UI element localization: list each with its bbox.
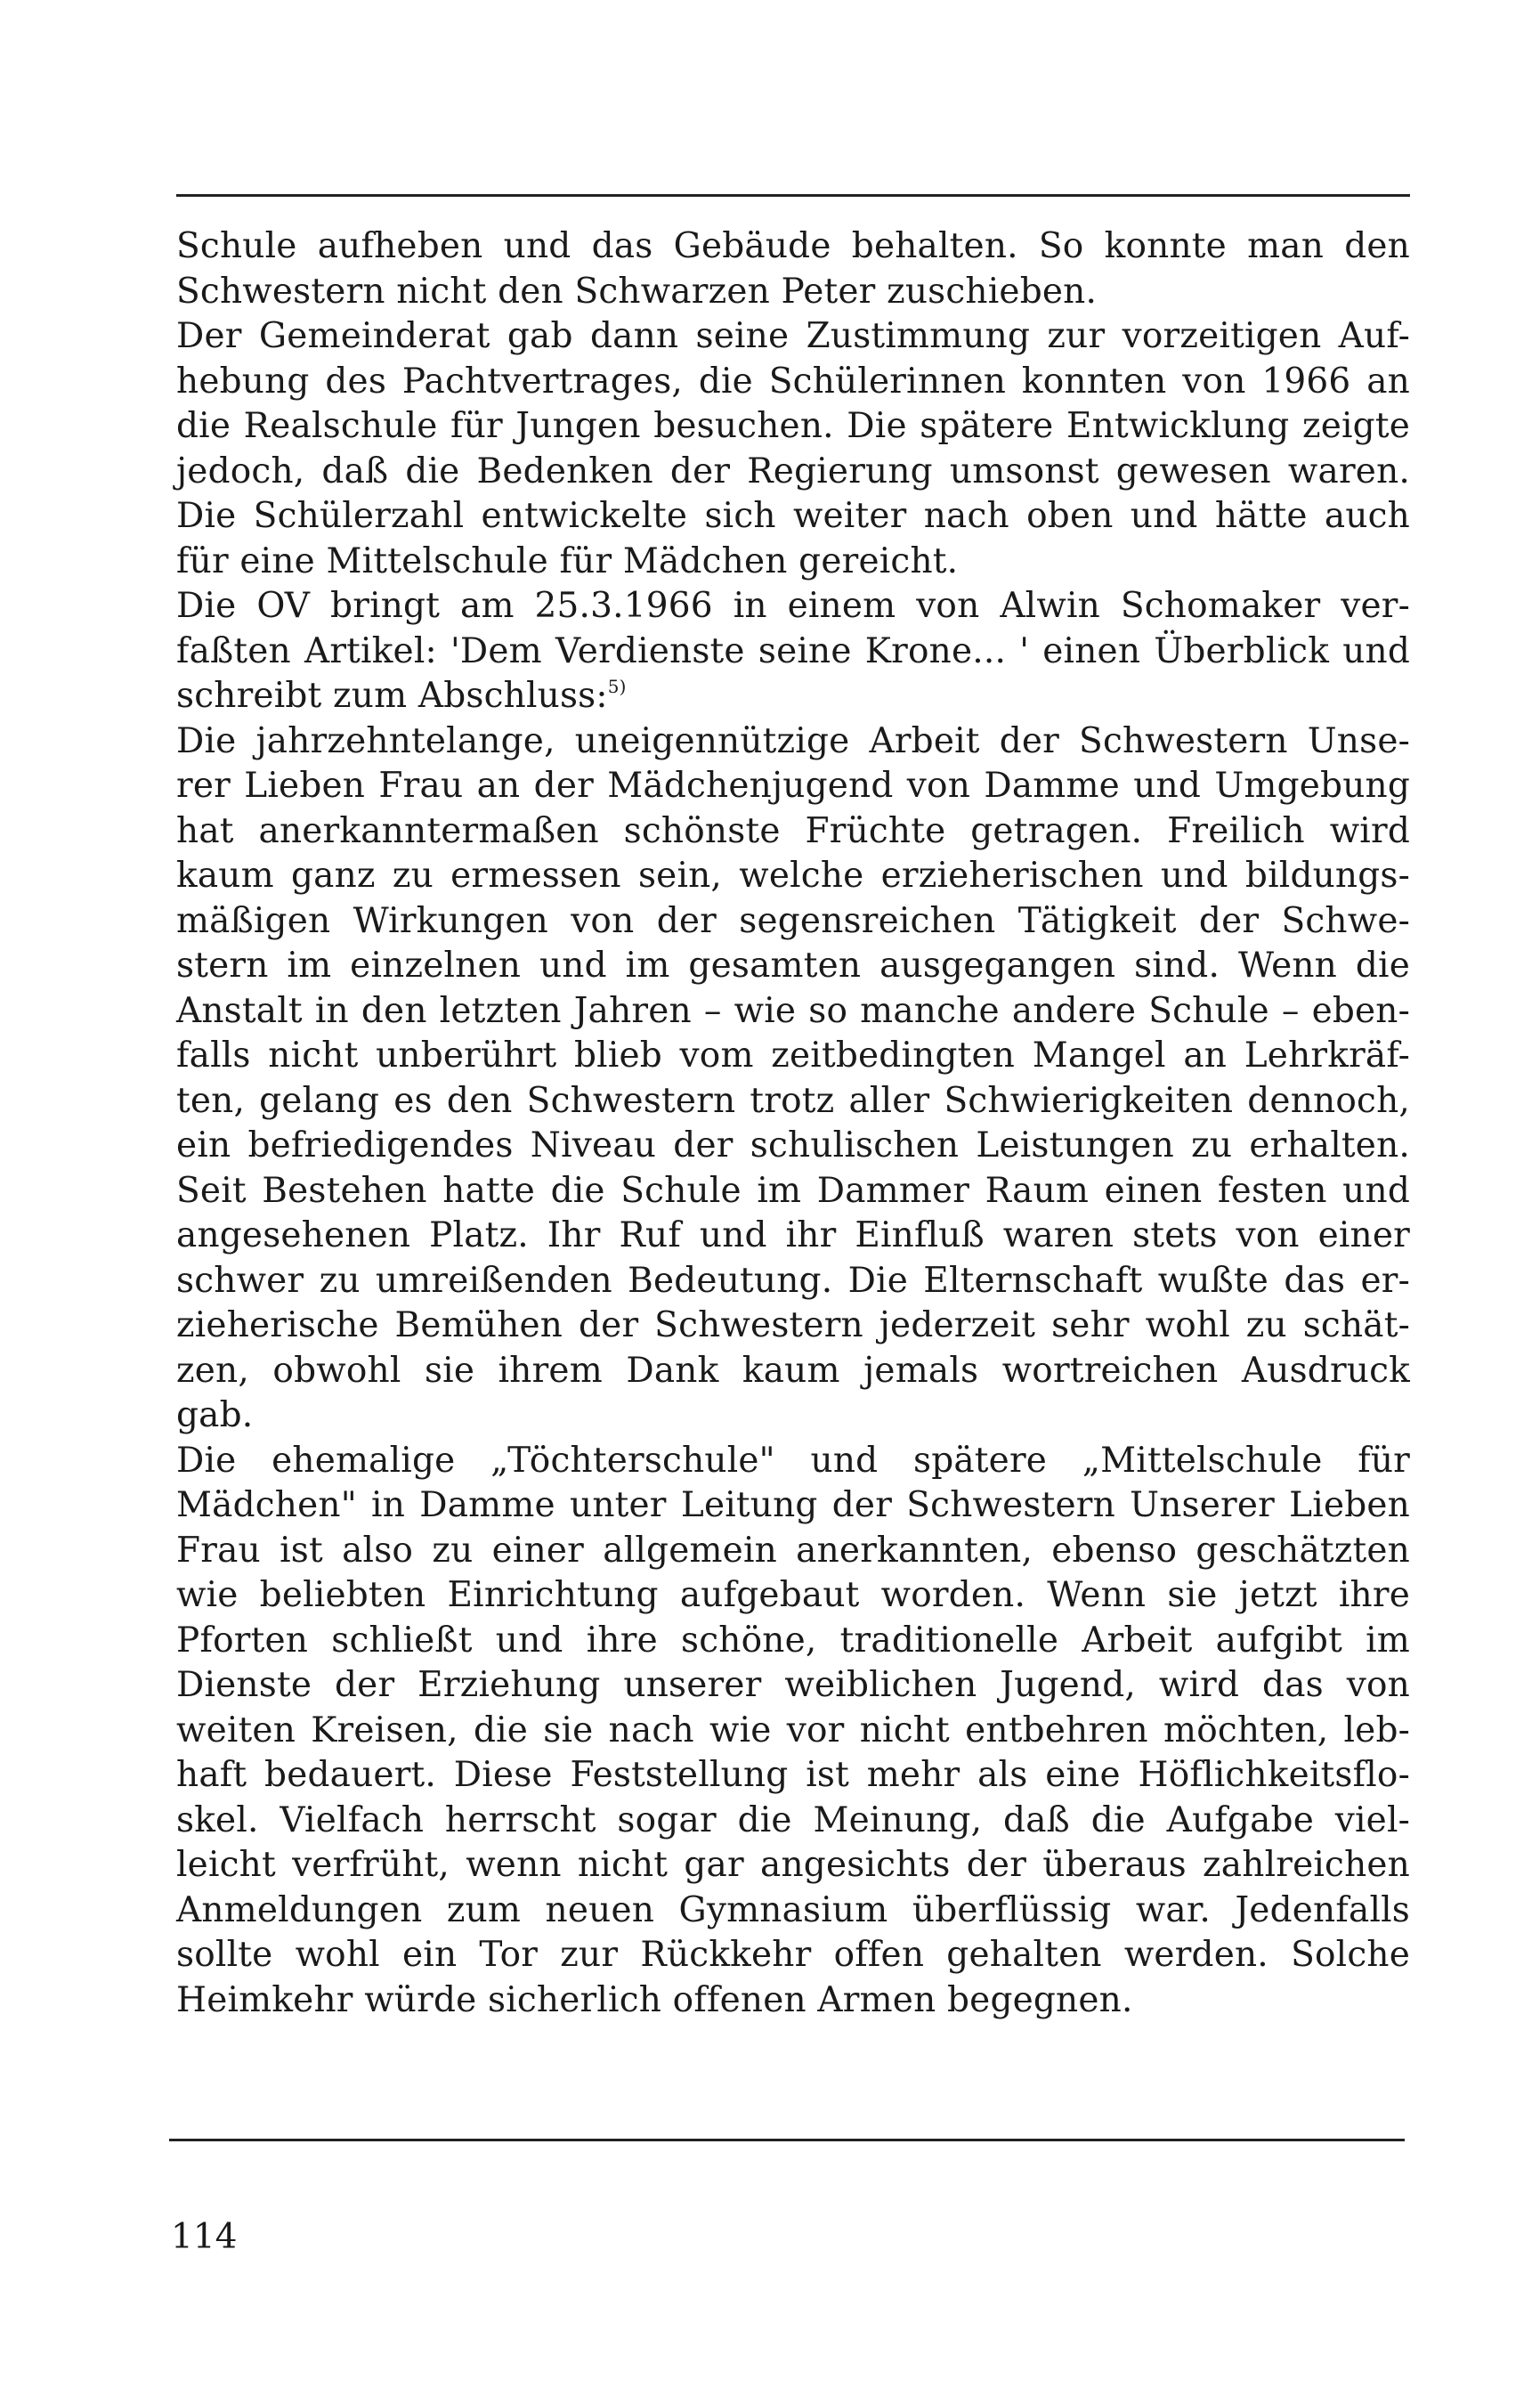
- text-line-content: faßten Artikel: 'Dem Verdienste seine Krone... ' einen Überblick und: [176, 630, 1410, 671]
- text-line-content: leicht verfrüht, wenn nicht gar angesichts der überaus zahlreichen: [176, 1845, 1410, 1885]
- text-line: [176, 1709, 1410, 1754]
- text-line-content: schwer zu umreißenden Bedeutung. Die Elternschaft wußte das er-: [176, 1260, 1410, 1301]
- text-line: [176, 270, 1410, 315]
- bottom-rule: [169, 2139, 1405, 2141]
- text-line: [176, 764, 1410, 809]
- text-line: [176, 1663, 1410, 1709]
- top-rule: [176, 194, 1410, 197]
- footnote-reference: 5): [607, 676, 627, 697]
- text-line-content: weiten Kreisen, die sie nach wie vor nicht entbehren möchten, leb-: [176, 1710, 1410, 1750]
- text-line-content: mäßigen Wirkungen von der segensreichen Tätigkeit der Schwe-: [176, 900, 1410, 941]
- text-line-content: Pforten schließt und ihre schöne, traditionelle Arbeit aufgibt im: [176, 1620, 1410, 1661]
- page-number: 114: [171, 2217, 238, 2257]
- text-line-content: Schwestern nicht den Schwarzen Peter zuschieben.: [176, 271, 1098, 312]
- text-line-content: rer Lieben Frau an der Mädchenjugend von Damme und Umgebung: [176, 766, 1410, 806]
- text-line-content: jedoch, daß die Bedenken der Regierung umsonst gewesen waren.: [176, 451, 1410, 491]
- text-line: [176, 1483, 1410, 1529]
- text-line-content: hebung des Pachtvertrages, die Schülerinnen konnten von 1966 an: [176, 361, 1410, 402]
- text-line: [176, 1933, 1410, 1978]
- text-line: [176, 1393, 1410, 1439]
- text-line: [176, 1573, 1410, 1619]
- text-line-content: falls nicht unberührt blieb vom zeitbedingten Mangel an Lehrkräf-: [176, 1036, 1410, 1076]
- text-line-content: skel. Vielfach herrscht sogar die Meinung, daß die Aufgabe viel-: [176, 1799, 1410, 1840]
- text-line: [176, 450, 1410, 495]
- text-line-content: Heimkehr würde sicherlich offenen Armen begegnen.: [176, 1979, 1133, 2020]
- text-line: [176, 360, 1410, 405]
- text-line-content: zieherische Bemühen der Schwestern jederzeit sehr wohl zu schät-: [176, 1305, 1410, 1345]
- text-line: [176, 224, 1410, 270]
- text-line-content: haft bedauert. Diese Feststellung ist mehr als eine Höflichkeitsflo-: [176, 1755, 1410, 1795]
- text-line: [176, 1034, 1410, 1079]
- body-text: [176, 224, 1410, 2023]
- text-line-content: Der Gemeinderat gab dann seine Zustimmung zur vorzeitigen Auf-: [176, 316, 1410, 356]
- text-line-content: Mädchen" in Damme unter Leitung der Schwestern Unserer Lieben: [176, 1485, 1410, 1525]
- text-line: [176, 809, 1410, 855]
- text-line-content: zen, obwohl sie ihrem Dank kaum jemals wortreichen Ausdruck: [176, 1350, 1410, 1391]
- text-line: [176, 1124, 1410, 1169]
- text-line-content: angesehenen Platz. Ihr Ruf und ihr Einfluß waren stets von einer: [176, 1215, 1410, 1255]
- text-line: [176, 629, 1410, 675]
- text-line: [176, 1799, 1410, 1844]
- text-line-content: Seit Bestehen hatte die Schule im Dammer Raum einen festen und: [176, 1170, 1410, 1211]
- text-line: [176, 1259, 1410, 1304]
- text-line-content: Die jahrzehntelange, uneigennützige Arbeit der Schwestern Unse-: [176, 720, 1410, 761]
- text-line: [176, 540, 1410, 585]
- text-line: [176, 1619, 1410, 1664]
- text-line-content: Die OV bringt am 25.3.1966 in einem von Alwin Schomaker ver-: [176, 586, 1410, 626]
- text-line-content: gab.: [176, 1395, 254, 1435]
- text-line-content: Schule aufheben und das Gebäude behalten. So konnte man den: [176, 226, 1410, 266]
- text-line-content: Anstalt in den letzten Jahren – wie so manche andere Schule – eben-: [176, 990, 1410, 1031]
- text-line: [176, 1439, 1410, 1484]
- text-line: [176, 1304, 1410, 1349]
- text-line-content: Anmeldungen zum neuen Gymnasium überflüssig war. Jedenfalls: [176, 1889, 1410, 1930]
- text-line-content: Die ehemalige „Töchterschule" und spätere „Mittelschule für: [176, 1440, 1410, 1481]
- text-line: [176, 404, 1410, 450]
- text-line-content: Frau ist also zu einer allgemein anerkannten, ebenso geschätzten: [176, 1530, 1410, 1571]
- text-line: [176, 1214, 1410, 1259]
- text-line-content: kaum ganz zu ermessen sein, welche erzieherischen und bildungs-: [176, 856, 1410, 896]
- text-line: [176, 674, 1410, 719]
- text-line: [176, 899, 1410, 945]
- text-line: [176, 1888, 1410, 1934]
- text-line: [176, 719, 1410, 765]
- text-line-content: für eine Mittelschule für Mädchen gereicht.: [176, 540, 959, 581]
- text-line: [176, 1079, 1410, 1125]
- text-line: [176, 854, 1410, 899]
- text-line: [176, 989, 1410, 1035]
- text-line: [176, 584, 1410, 629]
- text-line: [176, 1753, 1410, 1799]
- text-line: [176, 1978, 1410, 2024]
- text-line-content: sollte wohl ein Tor zur Rückkehr offen gehalten werden. Solche: [176, 1935, 1410, 1975]
- text-line: [176, 1349, 1410, 1394]
- text-line-content: ein befriedigendes Niveau der schulischen Leistungen zu erhalten.: [176, 1125, 1410, 1165]
- text-line: [176, 314, 1410, 360]
- text-line-content: Dienste der Erziehung unserer weiblichen Jugend, wird das von: [176, 1665, 1410, 1705]
- text-line: [176, 1529, 1410, 1574]
- text-line-content: wie beliebten Einrichtung aufgebaut worden. Wenn sie jetzt ihre: [176, 1575, 1410, 1615]
- text-line: [176, 1843, 1410, 1888]
- text-line-content: die Realschule für Jungen besuchen. Die spätere Entwicklung zeigte: [176, 406, 1410, 446]
- text-line-content: Die Schülerzahl entwickelte sich weiter nach oben und hätte auch: [176, 496, 1410, 536]
- text-line-content: schreibt zum Abschluss:: [176, 676, 608, 716]
- text-line-content: stern im einzelnen und im gesamten ausgegangen sind. Wenn die: [176, 946, 1410, 986]
- text-line-content: hat anerkanntermaßen schönste Früchte getragen. Freilich wird: [176, 810, 1410, 851]
- text-line-content: ten, gelang es den Schwestern trotz aller Schwierigkeiten dennoch,: [176, 1080, 1410, 1121]
- text-line: [176, 944, 1410, 989]
- text-line: [176, 1169, 1410, 1214]
- text-line: [176, 494, 1410, 540]
